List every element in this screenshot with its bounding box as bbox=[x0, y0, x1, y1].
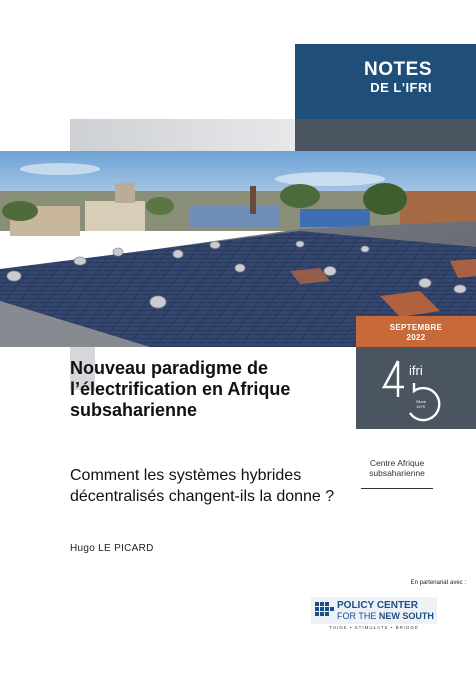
svg-text:1979: 1979 bbox=[416, 404, 425, 409]
svg-text:Since: Since bbox=[416, 399, 427, 404]
centre-line-1: Centre Afrique bbox=[369, 458, 425, 468]
subtitle-line-2: décentralisés changent-ils la donne ? bbox=[70, 488, 335, 505]
research-centre-label bbox=[361, 458, 433, 478]
series-subtitle: DE L'IFRI bbox=[370, 80, 432, 95]
subtitle-line-1: Comment les systèmes hybrides bbox=[70, 467, 302, 484]
partner-label: En partenariat avec : bbox=[410, 580, 466, 586]
series-title: NOTES bbox=[364, 59, 432, 80]
partner-name-bold: NEW SOUTH bbox=[378, 611, 434, 621]
series-header bbox=[295, 44, 476, 119]
document-title bbox=[70, 358, 350, 421]
ifri-name: ifri bbox=[409, 363, 423, 378]
partner-name-prefix: FOR THE bbox=[337, 611, 379, 621]
partner-name-line-1: POLICY CENTER bbox=[337, 600, 418, 611]
decorative-band bbox=[70, 119, 295, 151]
publication-date-badge bbox=[356, 316, 476, 347]
author-name: Hugo LE PICARD bbox=[70, 543, 154, 554]
publication-month: SEPTEMBRE bbox=[389, 323, 443, 332]
title-line-2: l’électrification en Afrique bbox=[70, 379, 291, 399]
title-line-1: Nouveau paradigme de bbox=[70, 358, 269, 378]
partner-name-line-2 bbox=[337, 611, 434, 621]
document-subtitle bbox=[70, 465, 360, 507]
centre-line-2: subsaharienne bbox=[369, 468, 425, 478]
publication-year: 2022 bbox=[406, 333, 426, 342]
partner-tagline: THINK • STIMULATE • BRIDGE bbox=[329, 625, 419, 630]
divider bbox=[361, 488, 433, 489]
decorative-band-dark bbox=[295, 119, 476, 151]
title-line-3: subsaharienne bbox=[70, 400, 198, 420]
